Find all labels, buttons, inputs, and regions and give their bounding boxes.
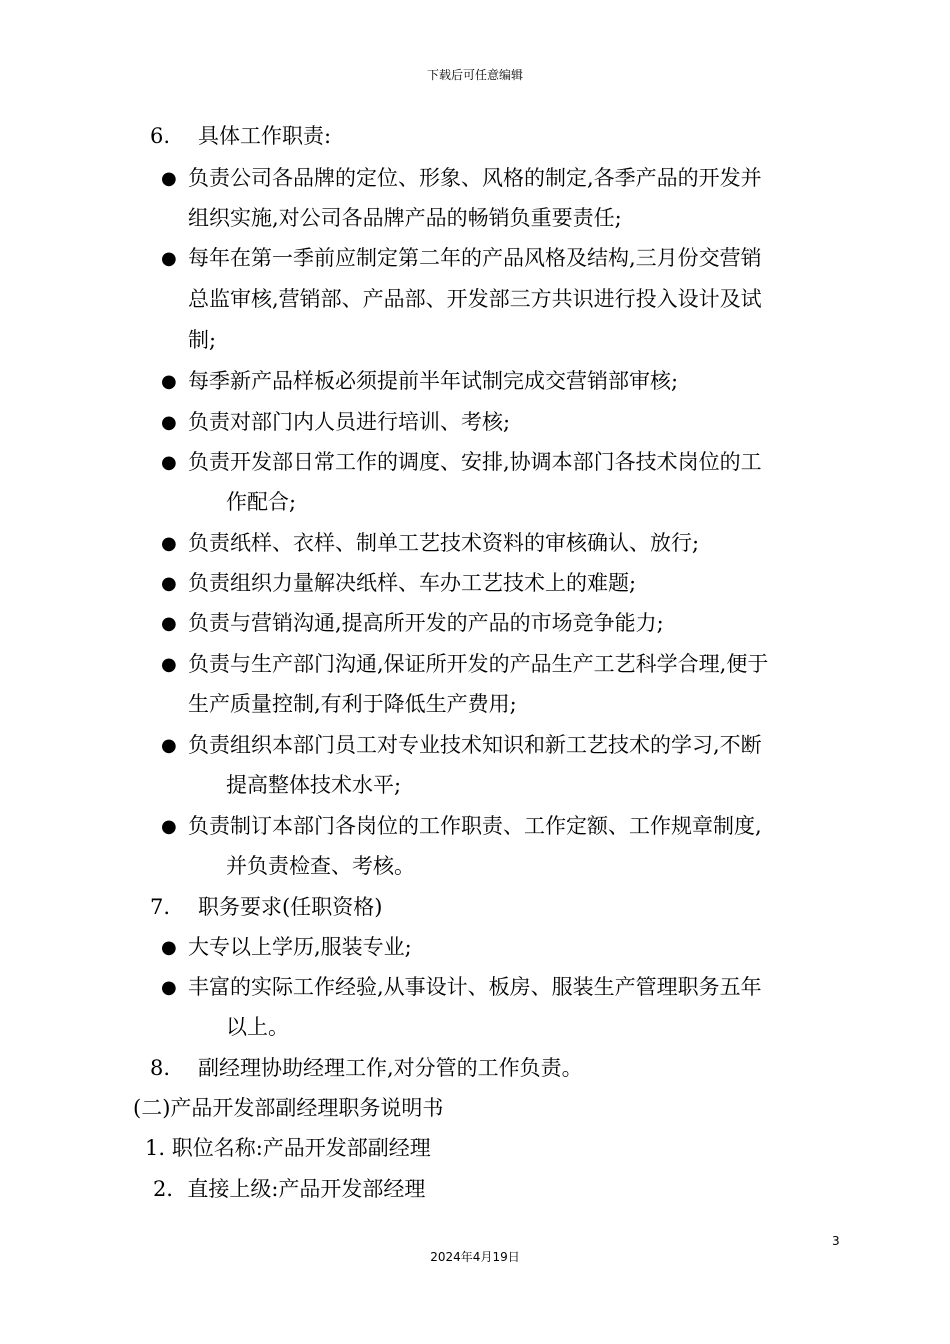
- bullet-icon: ●: [161, 735, 177, 756]
- footer-date: 2024年4月19日: [430, 1250, 520, 1264]
- bullet-text: 负责开发部日常工作的调度、安排,协调本部门各技术岗位的工: [188, 450, 762, 474]
- section-heading-7: [150, 893, 382, 921]
- bullet-icon: ●: [161, 573, 177, 594]
- bullet-text: 每季新产品样板必须提前半年试制完成交营销部审核;: [188, 369, 679, 393]
- bullet-text: 负责与生产部门沟通,保证所开发的产品生产工艺科学合理,便于: [188, 652, 769, 676]
- section-title: 具体工作职责:: [198, 124, 332, 148]
- list-item: 2．直接上级:产品开发部经理: [153, 1177, 426, 1201]
- subsection-title: (二)产品开发部副经理职务说明书: [133, 1096, 444, 1120]
- bullet-icon: ●: [161, 613, 177, 634]
- bullet-icon: ●: [161, 248, 177, 269]
- bullet-text: 负责制订本部门各岗位的工作职责、工作定额、工作规章制度,: [188, 814, 762, 838]
- bullet-icon: ●: [161, 412, 177, 433]
- bullet-icon: ●: [161, 654, 177, 675]
- bullet-icon: ●: [161, 168, 177, 189]
- section-number: 8.: [150, 1056, 171, 1080]
- section-title: 职务要求(任职资格): [198, 895, 383, 919]
- page-number: 3: [832, 1234, 840, 1248]
- bullet-icon: ●: [161, 452, 177, 473]
- bullet-text-cont: 总监审核,营销部、产品部、开发部三方共识进行投入设计及试: [188, 287, 762, 311]
- bullet-text-cont: 生产质量控制,有利于降低生产费用;: [188, 692, 517, 716]
- bullet-text: 负责与营销沟通,提高所开发的产品的市场竞争能力;: [188, 611, 664, 635]
- bullet-text: 负责组织力量解决纸样、车办工艺技术上的难题;: [188, 571, 637, 595]
- bullet-text-cont: 组织实施,对公司各品牌产品的畅销负重要责任;: [188, 206, 622, 230]
- header-note: 下载后可任意编辑: [426, 68, 523, 82]
- bullet-text: 丰富的实际工作经验,从事设计、板房、服装生产管理职务五年: [188, 975, 762, 999]
- bullet-text-cont: 并负责检查、考核。: [226, 854, 415, 878]
- bullet-text: 负责公司各品牌的定位、形象、风格的制定,各季产品的开发并: [188, 166, 762, 190]
- bullet-text: 负责组织本部门员工对专业技术知识和新工艺技术的学习,不断: [188, 733, 762, 757]
- section-heading-6: [150, 122, 331, 150]
- bullet-text-cont: 作配合;: [226, 490, 297, 514]
- bullet-icon: ●: [161, 816, 177, 837]
- section-number: 6.: [150, 124, 171, 148]
- section-heading-8: [150, 1054, 583, 1082]
- bullet-icon: ●: [161, 977, 177, 998]
- bullet-text: 负责对部门内人员进行培训、考核;: [188, 410, 511, 434]
- bullet-text: 大专以上学历,服装专业;: [188, 935, 412, 959]
- section-number: 7.: [150, 895, 171, 919]
- section-title: 副经理协助经理工作,对分管的工作负责。: [198, 1056, 583, 1080]
- bullet-text: 负责纸样、衣样、制单工艺技术资料的审核确认、放行;: [188, 531, 700, 555]
- bullet-text-cont: 制;: [188, 328, 217, 352]
- bullet-text-cont: 提高整体技术水平;: [226, 773, 402, 797]
- bullet-icon: ●: [161, 937, 177, 958]
- list-item: 1. 职位名称:产品开发部副经理: [145, 1136, 431, 1160]
- bullet-icon: ●: [161, 371, 177, 392]
- bullet-text: 每年在第一季前应制定第二年的产品风格及结构,三月份交营销: [188, 246, 762, 270]
- bullet-text-cont: 以上。: [226, 1015, 289, 1039]
- bullet-icon: ●: [161, 533, 177, 554]
